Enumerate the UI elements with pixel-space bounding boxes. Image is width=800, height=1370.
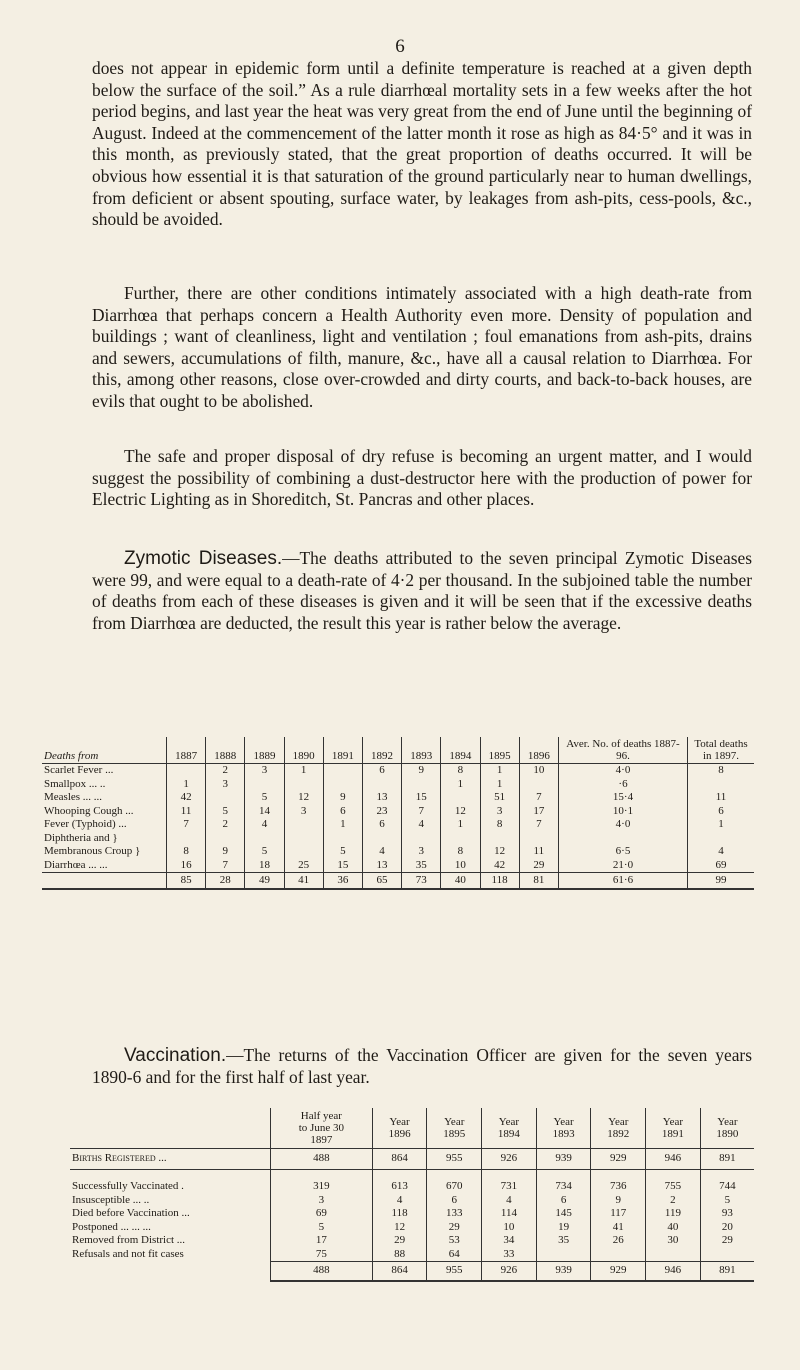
death-count-cell	[362, 832, 401, 846]
death-count-cell	[519, 832, 558, 846]
row-label: Postponed ... ... ...	[72, 1220, 151, 1233]
death-count-cell: 1	[323, 818, 362, 832]
paragraph-text: —The returns of the Vaccination Officer are given for the seven years 1890-6 and for the first half of last year.	[92, 1045, 752, 1087]
death-count-cell: 4	[245, 818, 284, 832]
average-cell: ·6	[559, 778, 688, 792]
column-header-line: Year	[717, 1116, 738, 1128]
value-cell: 26	[591, 1234, 646, 1248]
death-count-cell: 12	[480, 845, 519, 859]
death-count-cell: 4	[402, 818, 441, 832]
total-cell: 891	[700, 1262, 754, 1282]
death-count-cell: 7	[402, 805, 441, 819]
column-header-year: 1887	[167, 737, 206, 764]
column-header-line: 1897	[310, 1134, 333, 1146]
death-count-cell: 8	[441, 845, 480, 859]
total-1897-cell: 6	[688, 805, 755, 819]
column-header-period	[427, 1108, 482, 1149]
death-count-cell: 3	[284, 805, 323, 819]
value-cell: 4	[372, 1194, 427, 1208]
death-count-cell: 1	[284, 764, 323, 778]
total-cell: 488	[271, 1262, 373, 1282]
value-cell: 613	[372, 1180, 427, 1194]
paragraph-zymotic-diseases	[92, 548, 752, 634]
death-count-cell: 29	[519, 859, 558, 873]
column-header-total-1897: Total deaths in 1897.	[688, 737, 755, 764]
paragraph-diarrhoea-temperature: does not appear in epidemic form until a definite temperature is reached at a given depth below the surface of the soil.” As a rule diarrhœal mortality sets in a few weeks after the hot period begins, and last year the heat was very great from the end of June until the beginning of August. Indeed at the commencement of the latter month it rose as high as 84·5° and it was in this month, as previously stated, that the great proportion of deaths occurred. It will be obvious how essential it is that saturation of the ground particularly near to human dwellings, from deficient or absent spouting, surface water, by leakages from ash-pits, cess-pools, &c., should be avoided.	[92, 58, 752, 230]
total-cell: 81	[519, 873, 558, 890]
value-cell: 118	[372, 1207, 427, 1221]
death-count-cell: 23	[362, 805, 401, 819]
total-cell: 929	[591, 1262, 646, 1282]
death-count-cell	[323, 764, 362, 778]
death-count-cell: 3	[402, 845, 441, 859]
births-cell: 946	[646, 1149, 701, 1170]
spacer-cell	[646, 1170, 701, 1181]
value-cell	[591, 1248, 646, 1262]
death-count-cell: 15	[323, 859, 362, 873]
value-cell: 133	[427, 1207, 482, 1221]
table-header-row	[42, 737, 754, 764]
value-cell: 29	[372, 1234, 427, 1248]
death-count-cell: 4	[362, 845, 401, 859]
total-cell: 49	[245, 873, 284, 890]
column-header-year: 1892	[362, 737, 401, 764]
births-cell: 488	[271, 1149, 373, 1170]
column-header-blank	[70, 1108, 271, 1149]
value-cell: 35	[536, 1234, 591, 1248]
death-count-cell: 13	[362, 791, 401, 805]
death-count-cell	[284, 845, 323, 859]
section-heading-zymotic: Zymotic Diseases.	[124, 548, 283, 569]
totals-row	[42, 873, 754, 890]
death-count-cell	[441, 791, 480, 805]
totals-label-blank	[70, 1262, 271, 1282]
column-header-line: Year	[444, 1116, 465, 1128]
births-cell: 939	[536, 1149, 591, 1170]
disease-name: Membranous Croup }	[44, 845, 141, 857]
column-header-period	[482, 1108, 537, 1149]
disease-name: Diarrhœa ... ...	[44, 858, 108, 871]
total-cell: 36	[323, 873, 362, 890]
total-1897-cell: 11	[688, 791, 755, 805]
births-cell: 955	[427, 1149, 482, 1170]
table-row	[42, 845, 754, 859]
column-header-line: 1896	[388, 1128, 411, 1140]
value-cell: 6	[427, 1194, 482, 1208]
column-header-line: Year	[608, 1116, 629, 1128]
value-cell: 5	[700, 1194, 754, 1208]
death-count-cell: 12	[441, 805, 480, 819]
value-cell: 670	[427, 1180, 482, 1194]
table-row	[70, 1207, 754, 1221]
column-header-line: 1895	[443, 1128, 466, 1140]
average-cell: 4·0	[559, 764, 688, 778]
death-count-cell: 3	[206, 778, 245, 792]
death-count-cell: 11	[519, 845, 558, 859]
death-count-cell: 42	[167, 791, 206, 805]
death-count-cell	[480, 832, 519, 846]
grand-total-cell: 99	[688, 873, 755, 890]
death-count-cell: 1	[441, 818, 480, 832]
death-count-cell: 2	[206, 764, 245, 778]
value-cell: 93	[700, 1207, 754, 1221]
total-cell: 946	[646, 1262, 701, 1282]
column-header-year: 1893	[402, 737, 441, 764]
column-header-period	[646, 1108, 701, 1149]
average-cell	[559, 832, 688, 846]
death-count-cell: 1	[480, 764, 519, 778]
value-cell: 53	[427, 1234, 482, 1248]
total-1897-cell: 4	[688, 845, 755, 859]
value-cell: 29	[700, 1234, 754, 1248]
section-heading-vaccination: Vaccination.	[124, 1045, 227, 1066]
total-1897-cell: 8	[688, 764, 755, 778]
average-cell: 4·0	[559, 818, 688, 832]
death-count-cell: 5	[245, 791, 284, 805]
column-header-period	[536, 1108, 591, 1149]
value-cell: 69	[271, 1207, 373, 1221]
death-count-cell: 16	[167, 859, 206, 873]
table-row	[70, 1221, 754, 1235]
column-header-line: 1893	[552, 1128, 575, 1140]
births-registered-row	[70, 1149, 754, 1170]
death-count-cell: 12	[284, 791, 323, 805]
births-cell: 864	[372, 1149, 427, 1170]
average-cell: 15·4	[559, 791, 688, 805]
column-header-line: Half year	[300, 1110, 342, 1122]
spacer-cell	[482, 1170, 537, 1181]
value-cell: 12	[372, 1221, 427, 1235]
column-header-line: 1890	[716, 1128, 739, 1140]
spacer-cell	[372, 1170, 427, 1181]
value-cell: 19	[536, 1221, 591, 1235]
death-count-cell: 1	[480, 778, 519, 792]
total-cell: 85	[167, 873, 206, 890]
paragraph-refuse-disposal	[92, 446, 752, 511]
death-count-cell: 13	[362, 859, 401, 873]
death-count-cell	[323, 832, 362, 846]
column-header-line: Year	[553, 1116, 574, 1128]
total-cell: 955	[427, 1262, 482, 1282]
death-count-cell: 1	[441, 778, 480, 792]
total-cell: 28	[206, 873, 245, 890]
total-1897-cell: 69	[688, 859, 755, 873]
value-cell: 29	[427, 1221, 482, 1235]
zymotic-deaths-table	[42, 737, 754, 890]
value-cell: 33	[482, 1248, 537, 1262]
value-cell: 744	[700, 1180, 754, 1194]
death-count-cell: 5	[323, 845, 362, 859]
death-count-cell: 1	[167, 778, 206, 792]
death-count-cell	[362, 778, 401, 792]
death-count-cell	[167, 764, 206, 778]
total-1897-cell	[688, 832, 755, 846]
table-row	[70, 1234, 754, 1248]
value-cell: 736	[591, 1180, 646, 1194]
death-count-cell: 10	[519, 764, 558, 778]
death-count-cell	[323, 778, 362, 792]
average-cell: 6·5	[559, 845, 688, 859]
page-number: 6	[395, 36, 405, 57]
value-cell: 319	[271, 1180, 373, 1194]
column-header-year: 1890	[284, 737, 323, 764]
table-row	[70, 1194, 754, 1208]
value-cell: 64	[427, 1248, 482, 1262]
disease-name: Smallpox ... ..	[44, 777, 106, 790]
table-row	[42, 778, 754, 792]
births-cell: 929	[591, 1149, 646, 1170]
total-cell: 73	[402, 873, 441, 890]
total-cell: 864	[372, 1262, 427, 1282]
value-cell: 3	[271, 1194, 373, 1208]
column-header-average: Aver. No. of deaths 1887-96.	[559, 737, 688, 764]
death-count-cell	[402, 832, 441, 846]
death-count-cell	[206, 791, 245, 805]
death-count-cell	[245, 832, 284, 846]
column-header-line: Year	[498, 1116, 520, 1128]
disease-name: Measles ... ...	[44, 791, 103, 803]
value-cell: 75	[271, 1248, 373, 1262]
table-header-row	[70, 1108, 754, 1149]
death-count-cell: 6	[323, 805, 362, 819]
total-cell: 118	[480, 873, 519, 890]
value-cell: 4	[482, 1194, 537, 1208]
value-cell: 6	[536, 1194, 591, 1208]
total-1897-cell	[688, 778, 755, 792]
disease-name: Whooping Cough ...	[44, 804, 134, 817]
column-header-period	[591, 1108, 646, 1149]
death-count-cell: 6	[362, 818, 401, 832]
disease-name: Scarlet Fever ...	[44, 764, 114, 776]
vaccination-table-body	[70, 1149, 754, 1282]
value-cell: 17	[271, 1234, 373, 1248]
death-count-cell: 9	[402, 764, 441, 778]
value-cell	[536, 1248, 591, 1262]
death-count-cell: 5	[206, 805, 245, 819]
death-count-cell: 35	[402, 859, 441, 873]
spacer-cell	[536, 1170, 591, 1181]
death-count-cell	[441, 832, 480, 846]
disease-name: Diphtheria and }	[44, 831, 118, 844]
column-header-line: 1892	[607, 1128, 630, 1140]
value-cell: 40	[646, 1221, 701, 1235]
average-cell: 10·1	[559, 805, 688, 819]
table-row	[42, 791, 754, 805]
row-label: Died before Vaccination ...	[72, 1207, 190, 1219]
value-cell: 41	[591, 1221, 646, 1235]
death-count-cell	[284, 818, 323, 832]
column-header-line: 1891	[661, 1128, 684, 1140]
death-count-cell: 3	[480, 805, 519, 819]
paragraph-text: —The deaths attributed to the seven principal Zymotic Diseases were 99, and were equal to a death-rate of 4·2 per thousand. In the subjoined table the number of deaths from each of these diseases is given and it will be seen that if the excessive deaths from Diarrhœa are deducted, the result this year is rather below the average.	[92, 548, 752, 633]
death-count-cell: 8	[480, 818, 519, 832]
death-count-cell: 7	[519, 791, 558, 805]
death-count-cell	[245, 778, 284, 792]
row-label: Removed from District ...	[72, 1234, 186, 1246]
death-count-cell: 25	[284, 859, 323, 873]
row-label: Successfully Vaccinated .	[72, 1180, 184, 1192]
value-cell: 9	[591, 1194, 646, 1208]
average-total-cell: 61·6	[559, 873, 688, 890]
death-count-cell	[206, 832, 245, 846]
death-count-cell: 9	[323, 791, 362, 805]
death-count-cell: 5	[245, 845, 284, 859]
death-count-cell: 7	[167, 818, 206, 832]
table-row	[42, 818, 754, 832]
death-count-cell	[519, 778, 558, 792]
vaccination-returns-table	[70, 1108, 754, 1282]
column-header-year: 1889	[245, 737, 284, 764]
value-cell: 145	[536, 1207, 591, 1221]
column-header-year: 1896	[519, 737, 558, 764]
column-header-line: Year	[389, 1116, 410, 1128]
death-count-cell	[167, 832, 206, 846]
value-cell	[646, 1248, 701, 1262]
death-count-cell: 51	[480, 791, 519, 805]
total-cell: 926	[482, 1262, 537, 1282]
zymotic-table-body	[42, 764, 754, 890]
death-count-cell	[402, 778, 441, 792]
death-count-cell: 7	[206, 859, 245, 873]
death-count-cell: 9	[206, 845, 245, 859]
total-1897-cell: 1	[688, 818, 755, 832]
column-header-deaths-from: Deaths from	[44, 750, 99, 762]
death-count-cell: 8	[167, 845, 206, 859]
paragraph-text: Further, there are other conditions intimately associated with a high death-rate from Diarrhœa that perhaps concern a Health Authority even more. Density of population and buildings ; want of cleanliness, light and ventilation ; foul emanations from ash-pits, drains and sewers, accumulations of filth, manure, &c., have all a causal relation to Diarrhœa. For this, among other reasons, close over-crowded and dirty courts, and back-to-back houses, are evils that ought to be abolished.	[92, 283, 752, 411]
paragraph-vaccination	[92, 1045, 752, 1088]
totals-label-blank	[42, 873, 167, 890]
total-cell: 65	[362, 873, 401, 890]
death-count-cell	[284, 832, 323, 846]
death-count-cell: 2	[206, 818, 245, 832]
table-row	[70, 1180, 754, 1194]
column-header-line: to June 30	[298, 1122, 344, 1134]
totals-row	[70, 1262, 754, 1282]
spacer-cell	[700, 1170, 754, 1181]
column-header-period	[372, 1108, 427, 1149]
death-count-cell: 10	[441, 859, 480, 873]
death-count-cell: 3	[245, 764, 284, 778]
births-label: Births Registered ...	[70, 1149, 271, 1170]
value-cell: 5	[271, 1221, 373, 1235]
column-header-period	[271, 1108, 373, 1149]
total-cell: 41	[284, 873, 323, 890]
table-row	[42, 764, 754, 778]
spacer-cell	[427, 1170, 482, 1181]
value-cell: 88	[372, 1248, 427, 1262]
births-cell: 891	[700, 1149, 754, 1170]
death-count-cell: 17	[519, 805, 558, 819]
value-cell: 2	[646, 1194, 701, 1208]
death-count-cell: 11	[167, 805, 206, 819]
value-cell: 755	[646, 1180, 701, 1194]
spacer-cell	[70, 1170, 271, 1181]
column-header-year: 1891	[323, 737, 362, 764]
value-cell: 10	[482, 1221, 537, 1235]
column-header-line: 1894	[497, 1128, 520, 1140]
spacer-cell	[271, 1170, 373, 1181]
column-header-year: 1894	[441, 737, 480, 764]
death-count-cell: 18	[245, 859, 284, 873]
column-header-line: Year	[662, 1116, 684, 1128]
death-count-cell: 42	[480, 859, 519, 873]
table-row	[42, 805, 754, 819]
column-header-period	[700, 1108, 754, 1149]
value-cell: 20	[700, 1221, 754, 1235]
paragraph-death-rate-conditions	[92, 283, 752, 413]
death-count-cell: 8	[441, 764, 480, 778]
death-count-cell: 6	[362, 764, 401, 778]
table-row	[42, 832, 754, 846]
spacer-row	[70, 1170, 754, 1181]
death-count-cell: 7	[519, 818, 558, 832]
paragraph-text: The safe and proper disposal of dry refuse is becoming an urgent matter, and I would suggest the possibility of combining a dust-destructor here with the production of power for Electric Lighting as in Shoreditch, St. Pancras and other places.	[92, 446, 752, 510]
value-cell: 117	[591, 1207, 646, 1221]
disease-name: Fever (Typhoid) ...	[44, 818, 127, 830]
value-cell: 731	[482, 1180, 537, 1194]
value-cell: 119	[646, 1207, 701, 1221]
value-cell: 114	[482, 1207, 537, 1221]
value-cell: 34	[482, 1234, 537, 1248]
spacer-cell	[591, 1170, 646, 1181]
total-cell: 939	[536, 1262, 591, 1282]
column-header-year: 1888	[206, 737, 245, 764]
death-count-cell: 14	[245, 805, 284, 819]
death-count-cell	[284, 778, 323, 792]
value-cell: 734	[536, 1180, 591, 1194]
average-cell: 21·0	[559, 859, 688, 873]
death-count-cell: 15	[402, 791, 441, 805]
table-row	[70, 1248, 754, 1262]
column-header-year: 1895	[480, 737, 519, 764]
row-label: Refusals and not fit cases	[72, 1247, 184, 1260]
births-cell: 926	[482, 1149, 537, 1170]
table-row	[42, 859, 754, 873]
total-cell: 40	[441, 873, 480, 890]
value-cell: 30	[646, 1234, 701, 1248]
row-label: Insusceptible ... ..	[72, 1193, 150, 1206]
value-cell	[700, 1248, 754, 1262]
